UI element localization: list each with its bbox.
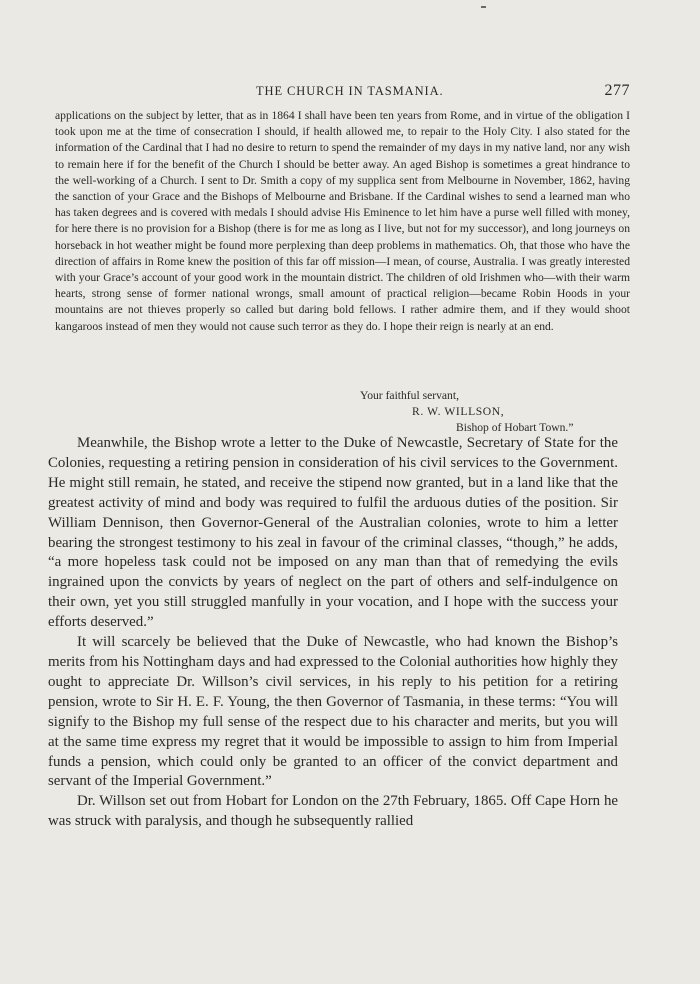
letter-signatory-office: Bishop of Hobart Town.” <box>456 421 574 434</box>
body-paragraph: It will scarcely be believed that the Duke of Newcastle, who had known the Bishop’s merits from his Nottingham days and had expressed to the Colonial authorities how highly they ought to appreciate Dr. Willson’s civil services, in his reply to his petition for a retiring pension, wrote to Sir H. E. F. Young, the then Governor of Tasmania, in these terms: “You will signify to the Bishop my full sense of the respect due to his character and merits, but you will at the same time express my regret that it would be impossible to assign to him from Imperial funds a pension, which could only be granted to an officer of the convict department and servant of the Imperial Government.” <box>48 634 618 790</box>
running-title: THE CHURCH IN TASMANIA. <box>256 84 444 98</box>
quoted-letter <box>55 108 630 335</box>
letter-paragraph: applications on the subject by letter, that as in 1864 I shall have been ten years from Rome, and in virtue of the obligation I took upon me at the time of consecration I should, if health allowed me, to repair to the Holy City. I also stated for the information of the Cardinal that I had no desire to return to spend the remainder of my days in my native land, nor any wish to remain here if for the benefit of the Church I should be better away. An aged Bishop is sometimes a great hindrance to the well-working of a Church. I sent to Dr. Smith a copy of my supplica sent from Melbourne in November, 1862, having the sanction of your Grace and the Bishops of Melbourne and Brisbane. If the Cardinal wishes to send a learned man who has taken degrees and is covered with medals I should advise His Eminence to let him have a purse well filled with money, for here there is no provision for a Bishop (there is for me as long as I live, but not for my successor), and long journeys on horseback in hot weather might be found more perplexing than deep problems in mathematics. Oh, that those who have the direction of affairs in Rome knew the position of this far off mission—I mean, of course, Australia. I was greatly interested with your Grace’s account of your good work in the mountain district. The children of old Irishmen who—with their warm hearts, strong sense of former national wrongs, small amount of practical religion—became Robin Hoods in your mountains are not thieves properly so called but daring bold fellows. I rather admire them, and if they would shoot kangaroos instead of men they would not cause such terror as they do. I hope their reign is nearly at an end. <box>55 109 630 333</box>
letter-signature: R. W. WILLSON, <box>412 405 505 418</box>
body-text <box>48 434 618 832</box>
body-paragraph: Dr. Willson set out from Hobart for London on the 27th February, 1865. Off Cape Horn he was struck with paralysis, and though he subsequently rallied <box>48 793 618 830</box>
letter-closing: Your faithful servant, <box>360 389 459 402</box>
body-paragraph: Meanwhile, the Bishop wrote a letter to the Duke of Newcastle, Secretary of State for the Colonies, requesting a retiring pension in consideration of his civil services to the Government. He might still remain, he stated, and receive the stipend now granted, but in a land like that the greatest activity of mind and body was required to fulfil the arduous duties of the position. Sir William Dennison, then Governor-General of the Australian colonies, wrote to him a letter bearing the strongest testimony to his zeal in favour of the criminal classes, “though,” he adds, “a more hopeless task could not be imposed on any man than that of remedying the evils ingrained upon the convicts by years of neglect on the part of others and self-indulgence on their own, yet you still struggled manfully in your vocation, and I hope with the success your efforts deserved.” <box>48 435 618 631</box>
ink-speck <box>481 6 486 8</box>
page-number: 277 <box>604 82 630 99</box>
